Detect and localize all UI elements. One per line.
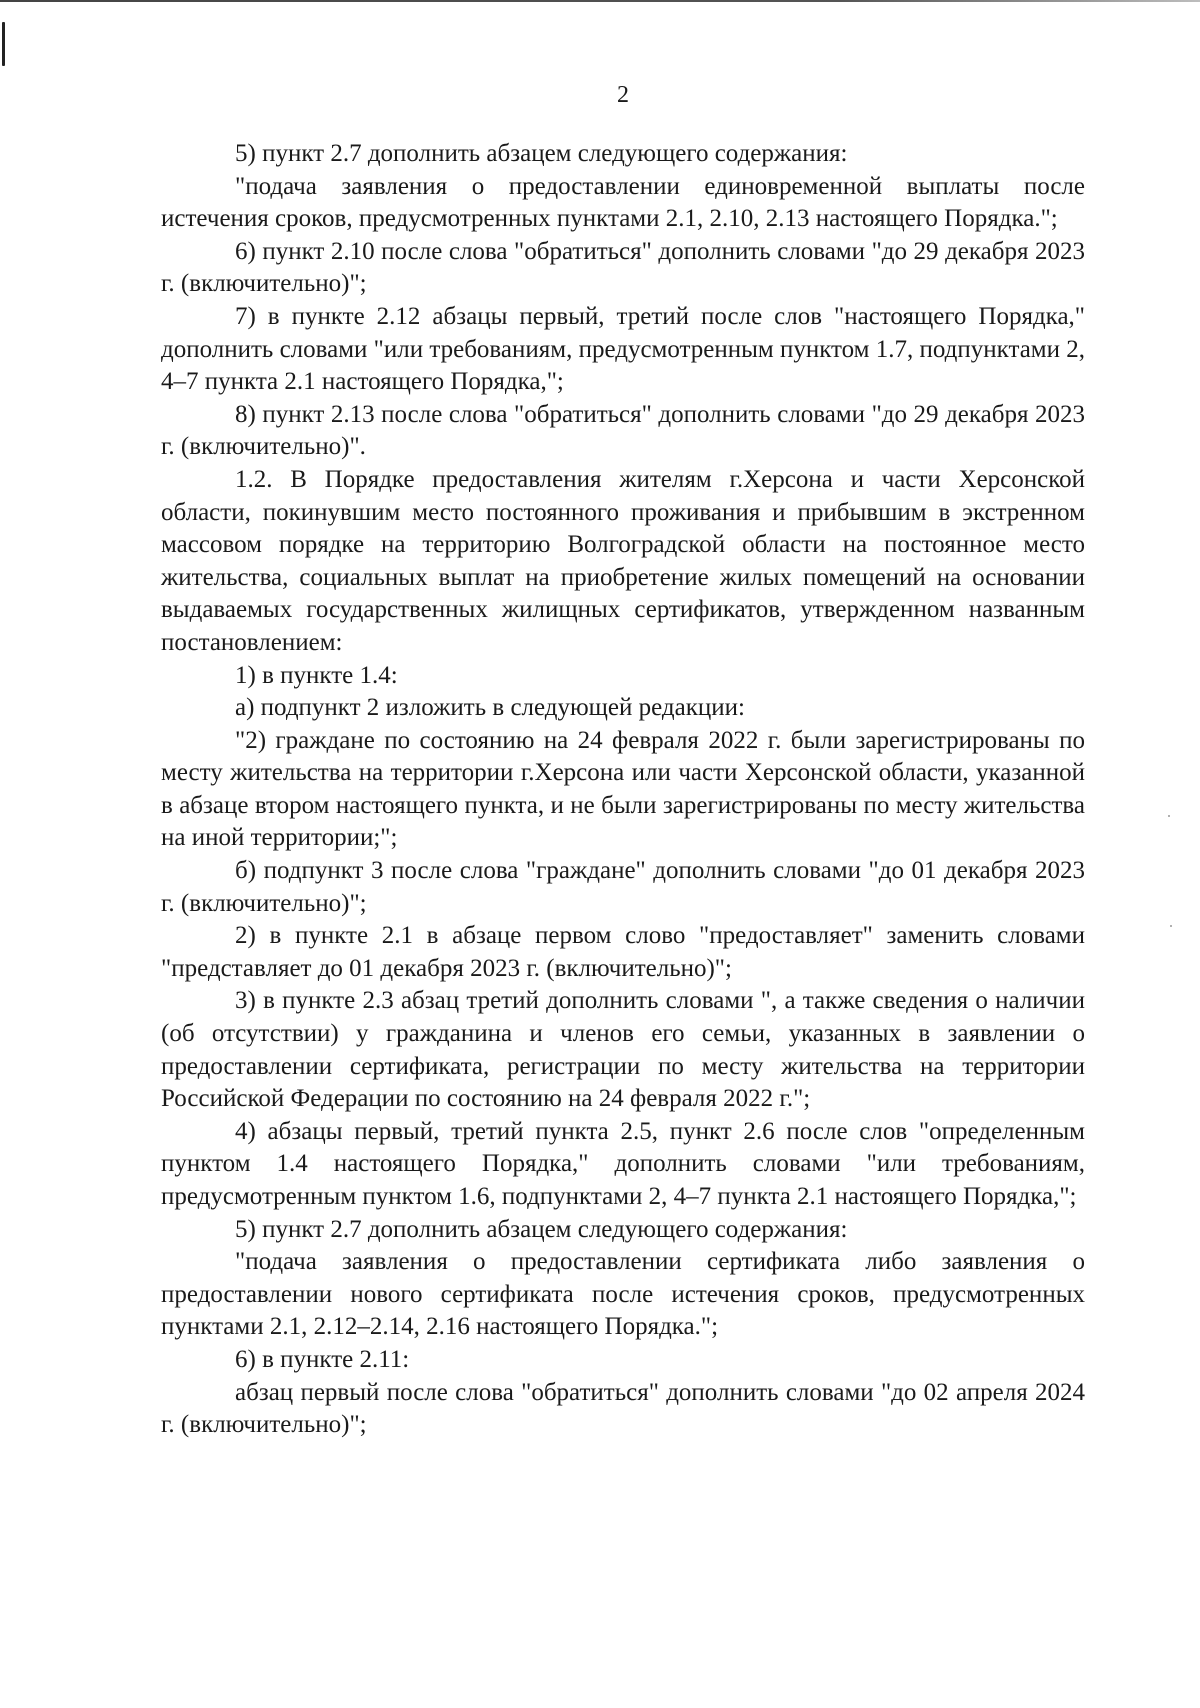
- paragraph: 6) пункт 2.10 после слова "обратиться" дополнить словами "до 29 декабря 2023 г. (включительно)";: [161, 237, 1085, 298]
- paragraph: 3) в пункте 2.3 абзац третий дополнить словами ", а также сведения о наличии (об отсутствии) у гражданина и членов его семьи, указанных в заявлении о предоставлении сертификата, регистрации по месту жительства на территории Российской Федерации по состоянию на 24 февраля 2022 г.";: [161, 987, 1085, 1113]
- page-number: 2: [617, 82, 629, 108]
- paragraph: 1) в пункте 1.4:: [235, 661, 398, 689]
- scan-left-mark: [2, 22, 5, 66]
- paragraph: а) подпункт 2 изложить в следующей редакции:: [235, 694, 745, 722]
- paragraph: 7) в пункте 2.12 абзацы первый, третий после слов "настоящего Порядка," дополнить словами "или требованиям, предусмотренным пунктом 1.7, подпунктами 2, 4–7 пункта 2.1 настоящего Порядка,";: [161, 302, 1085, 396]
- paragraph: "подача заявления о предоставлении единовременной выплаты после истечения сроков, предусмотренных пунктами 2.1, 2.10, 2.13 настоящего Порядка.";: [161, 172, 1085, 233]
- paragraph: абзац первый после слова "обратиться" дополнить словами "до 02 апреля 2024 г. (включительно)";: [161, 1378, 1085, 1439]
- paragraph: "2) граждане по состоянию на 24 февраля 2022 г. были зарегистрированы по месту жительства на территории г.Херсона или части Херсонской области, указанной в абзаце втором настоящего пункта, и не были зарегистрированы по месту жительства на иной территории;";: [161, 726, 1085, 852]
- paragraph: 8) пункт 2.13 после слова "обратиться" дополнить словами "до 29 декабря 2023 г. (включительно)".: [161, 400, 1085, 461]
- paragraph: 6) в пункте 2.11:: [235, 1345, 410, 1373]
- scan-top-edge: [0, 0, 1200, 2]
- document-body: [161, 138, 1085, 1442]
- scan-dot: [1170, 925, 1172, 927]
- paragraph: б) подпункт 3 после слова "граждане" дополнить словами "до 01 декабря 2023 г. (включительно)";: [161, 857, 1085, 917]
- paragraph: "подача заявления о предоставлении сертификата либо заявления о предоставлении нового сертификата после истечения сроков, предусмотренных пунктами 2.1, 2.12–2.14, 2.16 настоящего Порядка.";: [161, 1248, 1085, 1341]
- paragraph: 2) в пункте 2.1 в абзаце первом слово "предоставляет" заменить словами "представляет до 01 декабря 2023 г. (включительно)";: [161, 922, 1085, 982]
- scan-dot: [1168, 815, 1170, 817]
- paragraph: 4) абзацы первый, третий пункта 2.5, пункт 2.6 после слов "определенным пунктом 1.4 настоящего Порядка," дополнить словами "или требованиям, предусмотренным пунктом 1.6, подпунктами 2, 4–7 пункта 2.1 настоящего Порядка,";: [161, 1117, 1085, 1210]
- paragraph: 5) пункт 2.7 дополнить абзацем следующего содержания:: [235, 140, 848, 167]
- paragraph: 1.2. В Порядке предоставления жителям г.Херсона и части Херсонской области, покинувшим место постоянного проживания и прибывшим в экстренном массовом порядке на территорию Волгоградской области на постоянное место жительства, социальных выплат на приобретение жилых помещений на основании выдаваемых государственных жилищных сертификатов, утвержденном названным постановлением:: [161, 465, 1085, 656]
- paragraph: 5) пункт 2.7 дополнить абзацем следующего содержания:: [235, 1215, 848, 1243]
